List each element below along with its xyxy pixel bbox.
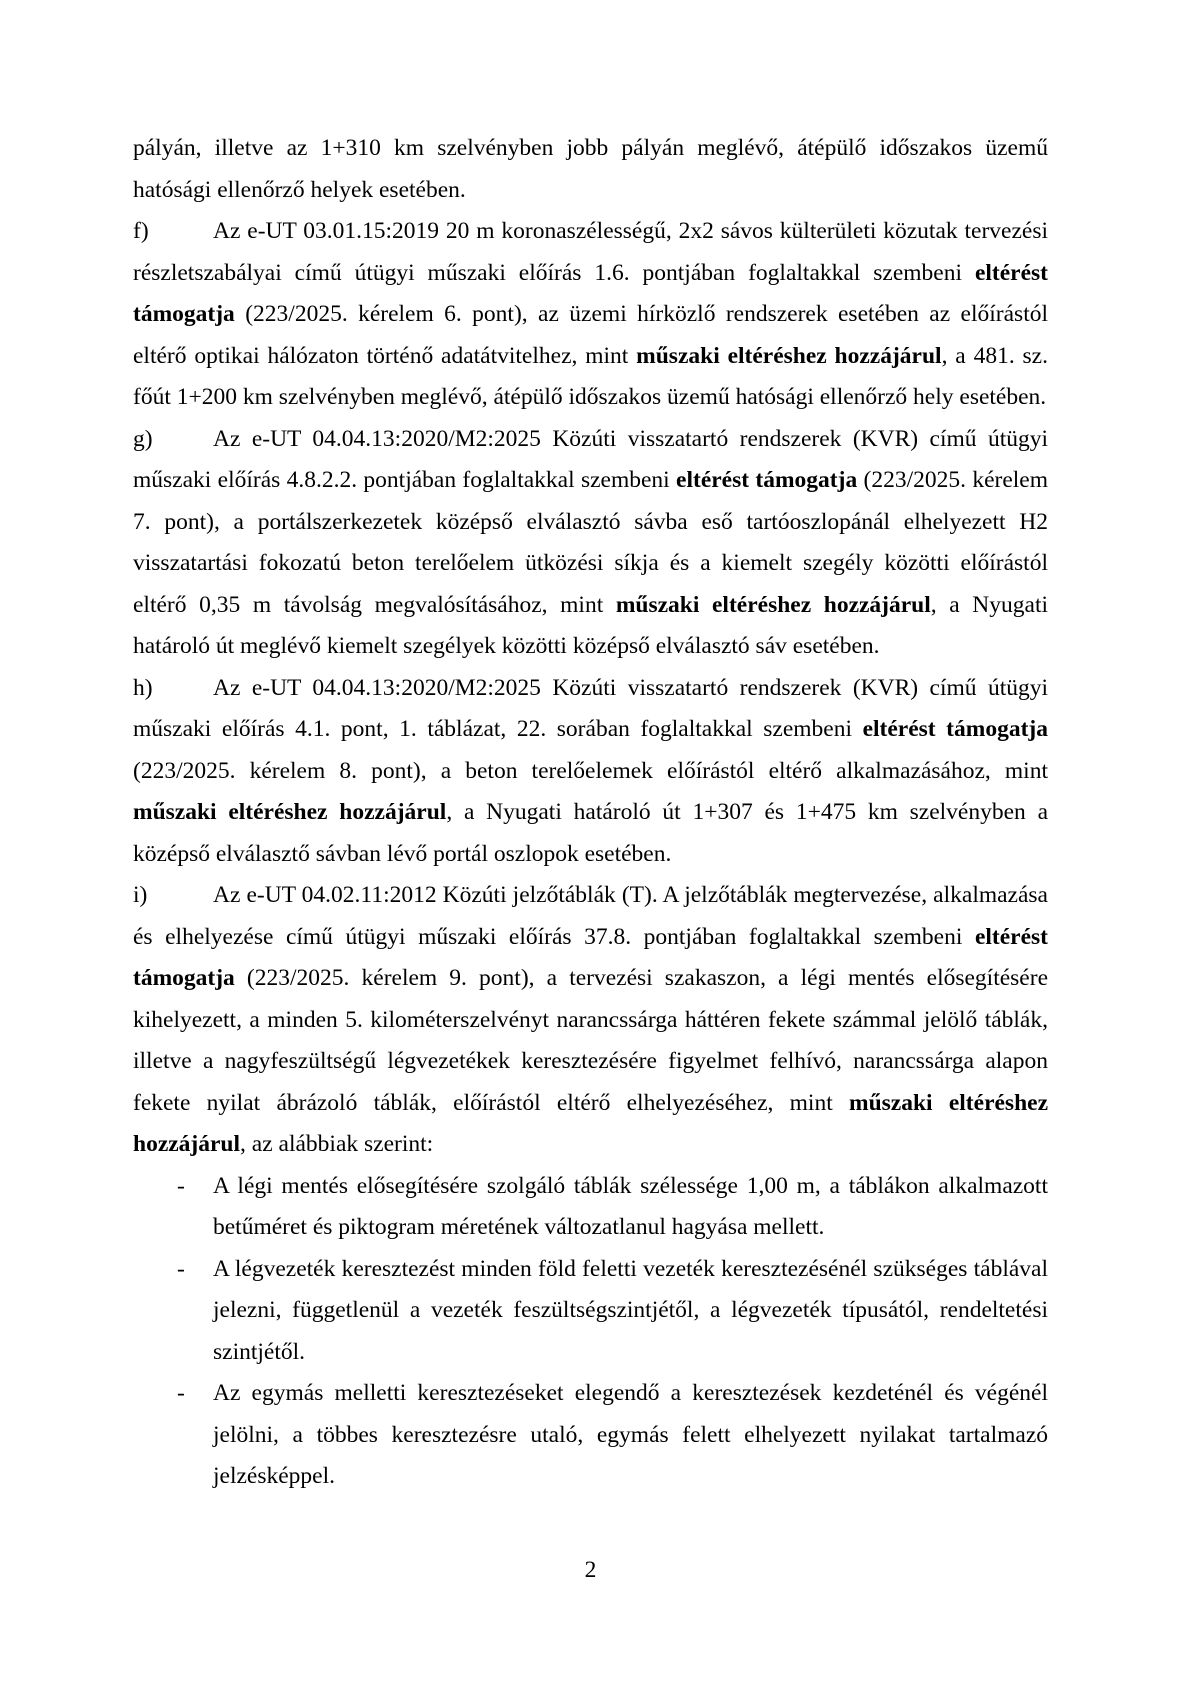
list-item-marker: f) [133,218,149,244]
list-item-marker: h) [133,674,153,701]
bullet-paragraph [177,1249,1048,1374]
text-run: (223/2025. kérelem 7. pont), a portálszerkezetek középső elválasztó sávba eső tartóoszlopánál elhelyezett H2 visszatartási fokozatú beton terelőelem ütközési síkja és a kiemelt szegély közötti előírástól eltérő 0,35 m távolság megvalósításához, mint [133,467,1048,618]
text-run: Az e-UT 04.04.13:2020/M2:2025 Közúti visszatartó rendszerek (KVR) című útügyi műszaki előírás 4.8.2.2. pontjában foglaltakkal szembeni [133,425,1048,493]
text-run: műszaki eltéréshez hozzájárul [636,342,942,369]
lettered-paragraph [133,211,1048,419]
bullet-dash: - [177,1255,185,1282]
text-run: (223/2025. kérelem 9. pont), a tervezési szakaszon, a légi mentés elősegítésére kihelyezett, a minden 5. kilométerszelvényt narancssárga háttéren fekete számmal jelölő táblák, illetve a nagyfeszültségű légvezetékek keresztezésére figyelmet felhívó, narancssárga alapon fekete nyilat ábrázoló táblák, előírástól eltérő elhelyezéséhez, mint [133,965,1048,1116]
text-run: Az e-UT 03.01.15:2019 20 m koronaszélességű, 2x2 sávos külterületi közutak tervezési részletszabályai című útügyi műszaki előírás 1.6. pontjában foglaltakkal szembeni [133,218,1048,286]
text-run: (223/2025. kérelem 6. pont), az üzemi hírközlő rendszerek esetében az előírástól eltérő optikai hálózaton történő adatátvitelhez, mint [133,301,1048,369]
lettered-paragraph [133,419,1048,668]
text-run: eltérést támogatja [862,716,1048,742]
bullet-paragraph [177,1373,1048,1498]
text-run: műszaki eltéréshez hozzájárul [133,799,447,825]
text-run: A légvezeték keresztezést minden föld feletti vezeték keresztezésénél szükséges táblával jelezni, függetlenül a vezeték feszültségszintjétől, a légvezeték típusától, rendeltetési szintjétől. [213,1255,1048,1365]
bullet-dash: - [177,1172,185,1199]
text-run: , a Nyugati határoló út meglévő kiemelt szegélyek közötti középső elválasztó sáv esetében. [133,591,1049,659]
list-item-marker: i) [133,882,148,908]
bullet-paragraph [177,1166,1048,1249]
page-number: 2 [584,1557,597,1583]
text-run: műszaki eltéréshez hozzájárul [615,591,931,618]
text-run: , a Nyugati határoló út 1+307 és 1+475 km szelvényben a középső elválasztő sávban lévő portál oszlopok esetében. [133,799,1048,867]
body-paragraph [133,128,1048,211]
lettered-paragraph [133,875,1048,1166]
text-run: Az e-UT 04.04.13:2020/M2:2025 Közúti visszatartó rendszerek (KVR) című útügyi műszaki előírás 4.1. pont, 1. táblázat, 22. sorában foglaltakkal szembeni [133,674,1048,742]
document-body [133,128,1048,1498]
text-run: Az e-UT 04.02.11:2012 Közúti jelzőtáblák (T). A jelzőtáblák megtervezése, alkalmazása és elhelyezése című útügyi műszaki előírás 37.8. pontjában foglaltakkal szembeni [133,882,1048,950]
text-run: A légi mentés elősegítésére szolgáló táblák szélessége 1,00 m, a táblákon alkalmazott betűméret és piktogram méretének változatlanul hagyása mellett. [213,1172,1048,1240]
text-run: (223/2025. kérelem 8. pont), a beton terelőelemek előírástól eltérő alkalmazásához, mint [133,757,1048,784]
text-run: Az egymás melletti keresztezéseket elegendő a keresztezések kezdeténél és végénél jelölni, a többes keresztezésre utaló, egymás felett elhelyezett nyilakat tartalmazó jelzésképpel. [213,1380,1048,1489]
text-run: eltérést támogatja [133,259,1048,327]
bullet-dash: - [177,1380,185,1406]
text-run: eltérést támogatja [676,467,858,493]
text-run: , az alábbiak szerint: [240,1131,434,1157]
text-run: , a 481. sz. főút 1+200 km szelvényben meglévő, átépülő időszakos üzemű hatósági ellenőrző hely esetében. [133,342,1048,410]
lettered-paragraph [133,668,1048,876]
text-run: eltérést támogatja [133,923,1048,991]
text-run: pályán, illetve az 1+310 km szelvényben jobb pályán meglévő, átépülő időszakos üzemű hatósági ellenőrző helyek esetében. [133,135,1048,203]
list-item-marker: g) [133,425,153,452]
text-run: műszaki eltéréshez hozzájárul [133,1089,1048,1157]
